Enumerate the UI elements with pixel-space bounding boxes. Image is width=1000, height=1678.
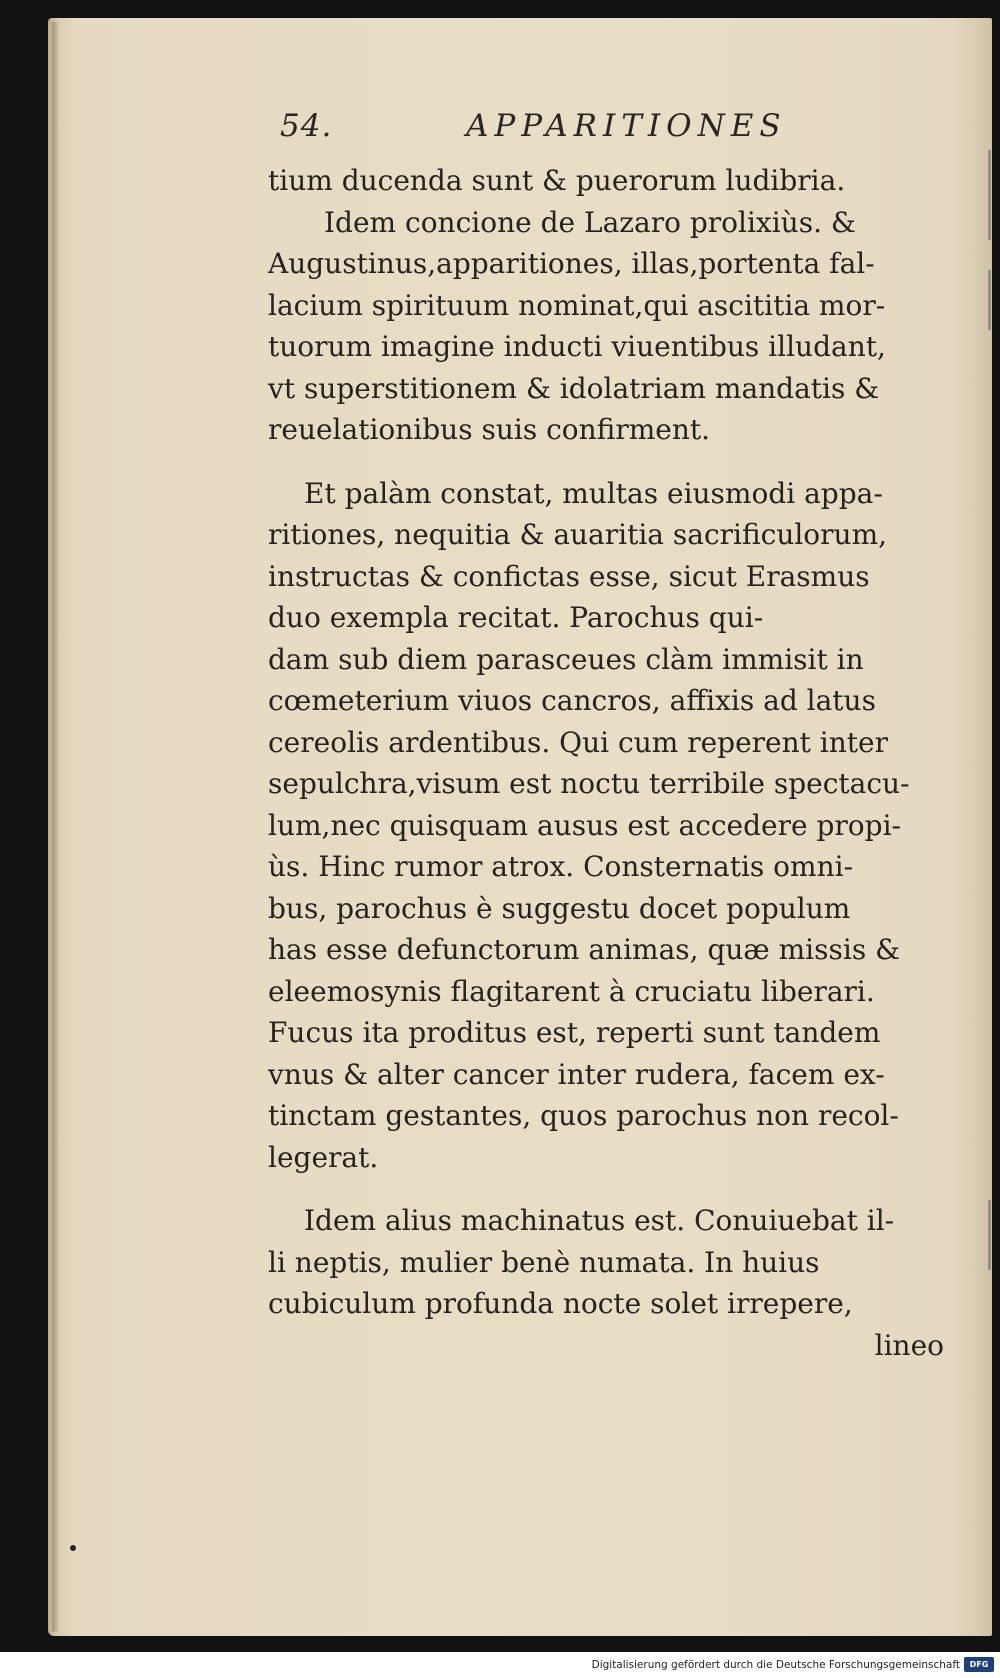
- text-line: has esse defunctorum animas, quæ missis &: [268, 933, 901, 966]
- text-line: bus, parochus è suggestu docet populum: [268, 891, 851, 925]
- catchword: lineo: [874, 1328, 944, 1362]
- text-line: tinctam gestantes, quos parochus non recol-: [268, 1099, 899, 1132]
- page-number: 54.: [280, 108, 333, 144]
- text-line: dam sub diem parasceues clàm immisit in: [268, 642, 864, 676]
- text-line: eleemosynis flagitarent à cruciatu liberari.: [268, 974, 875, 1008]
- text-line: cubiculum profunda nocte solet irrepere,: [268, 1287, 853, 1320]
- text-line: Fucus ita proditus est, reperti sunt tandem: [268, 1016, 881, 1049]
- text-line: instructas & confictas esse, sicut Erasmus: [268, 559, 870, 593]
- text-line: reuelationibus suis confirment.: [268, 413, 711, 446]
- text-line: legerat.: [268, 1140, 379, 1174]
- text-line: cereolis ardentibus. Qui cum reperent inter: [268, 725, 888, 759]
- text-line: li neptis, mulier benè numata. In huius: [268, 1245, 820, 1279]
- paragraph: [268, 202, 948, 451]
- page-edge-mark: [988, 270, 991, 330]
- text-line: ritiones, nequitia & auaritia sacrificulorum,: [268, 518, 888, 551]
- text-line: cœmeterium viuos cancros, affixis ad latus: [268, 684, 876, 717]
- text-line: vnus & alter cancer inter rudera, facem ex-: [268, 1057, 885, 1091]
- text-line: Idem concione de Lazaro prolixiùs. &: [324, 205, 856, 239]
- text-line: Et palàm constat, multas eiusmodi appa-: [304, 476, 883, 510]
- paragraph: [268, 473, 948, 1179]
- paragraph: [268, 160, 948, 202]
- page-edge-mark: [988, 150, 991, 240]
- text-line: duo exempla recitat. Parochus qui-: [268, 601, 764, 634]
- text-line: lacium spirituum nominat,qui ascititia mor-: [268, 288, 886, 322]
- digitization-footer: [0, 1652, 1000, 1678]
- text-line: sepulchra,visum est noctu terribile spectacu-: [268, 767, 910, 800]
- running-head: [280, 108, 787, 154]
- paragraph: [268, 1200, 948, 1325]
- text-line: ùs. Hinc rumor atrox. Consternatis omni-: [268, 850, 854, 883]
- text-line: lum,nec quisquam ausus est accedere propi-: [268, 808, 901, 842]
- page-edge-mark: [988, 1200, 991, 1270]
- text-line: vt superstitionem & idolatriam mandatis &: [268, 371, 880, 405]
- page-spine-edge: [52, 22, 58, 1632]
- text-line: Augustinus,apparitiones, illas,portenta fal-: [268, 247, 875, 280]
- text-line: Idem alius machinatus est. Conuiuebat il-: [304, 1204, 895, 1237]
- running-title: APPARITIONES: [466, 108, 787, 144]
- ink-spot: [70, 1545, 76, 1551]
- funding-credit: Digitalisierung gefördert durch die Deutsche Forschungsgemeinschaft: [591, 1659, 960, 1671]
- text-line: tuorum imagine inducti viuentibus illudant,: [268, 330, 886, 363]
- body-text: [268, 160, 948, 1366]
- dfg-logo: DFG: [964, 1657, 994, 1672]
- text-line: tium ducenda sunt & puerorum ludibria.: [268, 164, 846, 197]
